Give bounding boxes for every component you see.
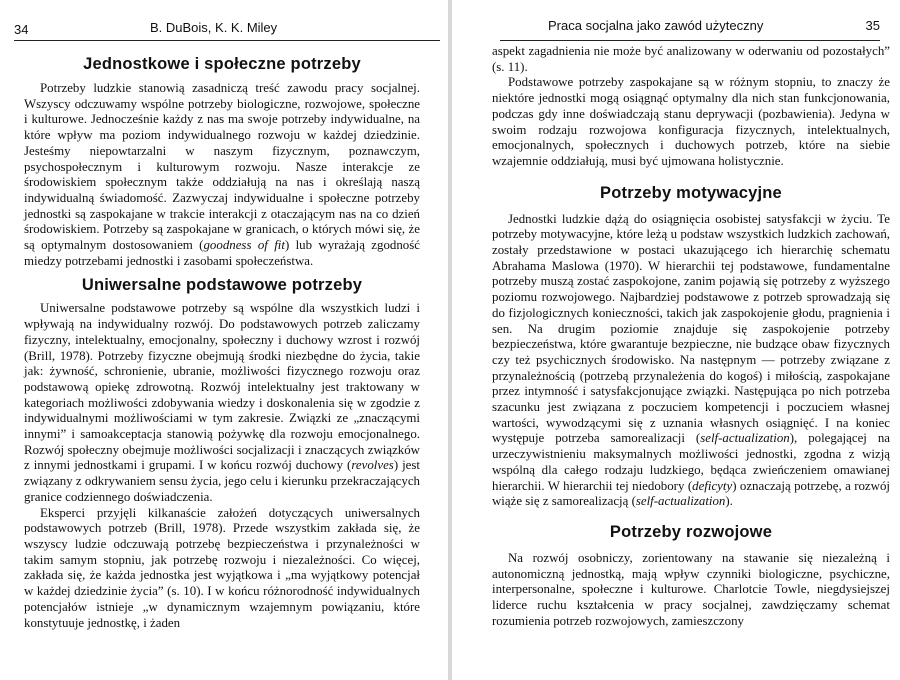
paragraph-motywacyjne: Jednostki ludzkie dążą do osiągnięcia osobistej satysfakcji w życiu. Te potrzeby motywacyjne, które leżą u podstaw wszystkich ludzkich zachowań, zostały przedstawione w postaci ukazującego ich hierarchię schematu Abrahama Maslowa (1970). W hierarchii tej podstawowe, fundamentalne potrzeby muszą zostać zaspokojone, zanim pojawią się potrzeby z wyższego poziomu rozwojowego. Najbardziej podstawowe z potrzeb sprowadzają się do fizjologicznych konieczności, takich jak zaspokojenie głodu, pragnienia i sen. Na drugim poziomie znajduje się zaspokojenie potrzeby bezpieczeństwa, które gwarantuje bezpieczne, nie budzące obaw fizycznych czy też psychicznych środowisko. Na następnym — potrzeby związane z przynależnością (potrzebą przynależenia do kogoś) i miłością, zaspokajane przez intymność i satysfakcjonujące związki. Następująca po nich potrzeba szacunku jest związana z poczuciem kompetencji i poczuciem własnej wartości, wywodzącymi się z uznania własnych osiągnięć. I na koniec występuje potrzeba samorealizacji (self-actualization), polegającej na urzeczywistnieniu maksymalnych możliwości jednostki, zgodna z wizją wspólną dla całego rodzaju ludzkiego, będąca zwieńczeniem omawianej hierarchii. W hierarchii tej niedobory (deficyty) oznaczają potrzebę, a rozwój wiąże się z samorealizacją (self-actualization). xyxy=(492,211,890,509)
paragraph-uniwersalne-1: Uniwersalne podstawowe potrzeby są wspólne dla wszystkich ludzi i wpływają na indywidualny rozwój. Do podstawowych potrzeb zaliczamy fizyczny, intelektualny, emocjonalny, społeczny i duchowy wzrost i rozwój (Brill, 1978). Potrzeby fizyczne obejmują środki niezbędne do życia, takie jak: żywność, schronienie, ubranie, możliwości fizycznego rozwoju oraz podstawową opiekę zdrowotną. Rozwój intelektualny jest traktowany w kategoriach możliwości zdobywania wiedzy i doskonalenia się w zgodzie z indywidualnymi możliwościami w tym zakresie. Związki ze „znaczącymi innymi” i samoakceptacja stanowią pożywkę dla rozwoju emocjonalnego. Rozwój społeczny obejmuje możliwości socjalizacji i znaczących związków z innymi jednostkami i grupami. I w końcu rozwój duchowy (revolves) jest związany z odkrywaniem sensu życia, jego celu i kierunku przekraczających granice codziennego doświadczenia. xyxy=(24,301,420,504)
left-running-head-authors: B. DuBois, K. K. Miley xyxy=(150,20,278,35)
paragraph-jednostkowe: Potrzeby ludzkie stanowią zasadniczą treść zawodu pracy socjalnej. Wszyscy odczuwamy wspólne potrzeby biologiczne, rozwojowe, społeczne i kulturowe. Jednocześnie każdy z nas ma swoje potrzeby indywidualne, na które wpływ ma poziom indywidualnego rozwoju w każdej dziedzinie. Jesteśmy niepowtarzalni w naszym fizycznym, poznawczym, psychospołecznym i kulturowym rozwoju. Nasze interakcje ze środowiskiem społecznym także oddziałują na nas i określają naszą indywidualną świadomość. Zazwyczaj indywidualne i społeczne potrzeby jednostki są zaspokajane w trakcie interakcji z otaczającym nas na co dzień środowiskiem. Potrzeby są zaspokajane w granicach, o których mówi się, że są optymalnym dostosowaniem (goodness of fit) lub wyrażają zgodność miedzy potrzebami jednostki i zasobami społeczeństwa. xyxy=(24,81,420,268)
right-page-content xyxy=(492,44,890,630)
section-heading-motywacyjne: Potrzeby motywacyjne xyxy=(600,183,782,202)
paragraph-podstawowe: Podstawowe potrzeby zaspokajane są w różnym stopniu, to znaczy że niektóre jednostki mogą osiągnąć optymalny dla nich stan funkcjonowania, podczas gdy inne doświadczają stanu deprywacji (pozbawienia). Jedyna w swoim rodzaju rozwojowa konfiguracja fizycznych, intelektualnych, emocjonalnych, społecznych i duchowych potrzeb, które na siebie wzajemnie oddziałują, musi być ujmowana holistycznie. xyxy=(492,75,890,168)
left-page-content xyxy=(24,54,420,631)
section-heading-uniwersalne: Uniwersalne podstawowe potrzeby xyxy=(81,276,363,295)
left-running-head xyxy=(14,20,440,41)
paragraph-rozwojowe: Na rozwój osobniczy, zorientowany na stawanie się niezależną i autonomiczną jednostką, mają wpływ czynniki biologiczne, psychiczne, interpersonalne, społeczne i kulturowe. Charlotcie Towle, niegdysiejszej liderce ruchu kształcenia w pracy socjalnej, zawdzięczamy schemat rozumienia potrzeb rozwojowych, zamieszczony xyxy=(492,550,890,628)
left-page-number: 34 xyxy=(14,22,29,37)
right-page-number: 35 xyxy=(865,18,880,33)
paragraph-continuation: aspekt zagadnienia nie może być analizowany w oderwaniu od pozostałych” (s. 11). xyxy=(492,44,890,74)
paragraph-uniwersalne-2: Eksperci przyjęli kilkanaście założeń dotyczących uniwersalnych podstawowych potrzeb (Brill, 1978). Przede wszystkim zakłada się, że wszyscy ludzie odczuwają potrzebę bezpieczeństwa i przynależności w takim samym stopniu, jak potrzebę rozwoju i niezależności. Co więcej, zakłada się, że każda jednostka jest wyjątkowa i „ma wyjątkowy potencjał w każdej dziedzinie życia” (s. 10). I w końcu różnorodność indywidualnych potencjałów istnieje „w dynamicznym wzajemnym powiązaniu, które konstytuuje jednostkę, i żaden xyxy=(24,505,420,630)
right-running-head-title: Praca socjalna jako zawód użyteczny xyxy=(548,18,764,33)
section-heading-rozwojowe: Potrzeby rozwojowe xyxy=(609,522,773,541)
right-running-head xyxy=(500,20,880,41)
right-page xyxy=(452,0,900,680)
section-heading-jednostkowe: Jednostkowe i społeczne potrzeby xyxy=(83,55,361,73)
left-page xyxy=(0,0,448,680)
